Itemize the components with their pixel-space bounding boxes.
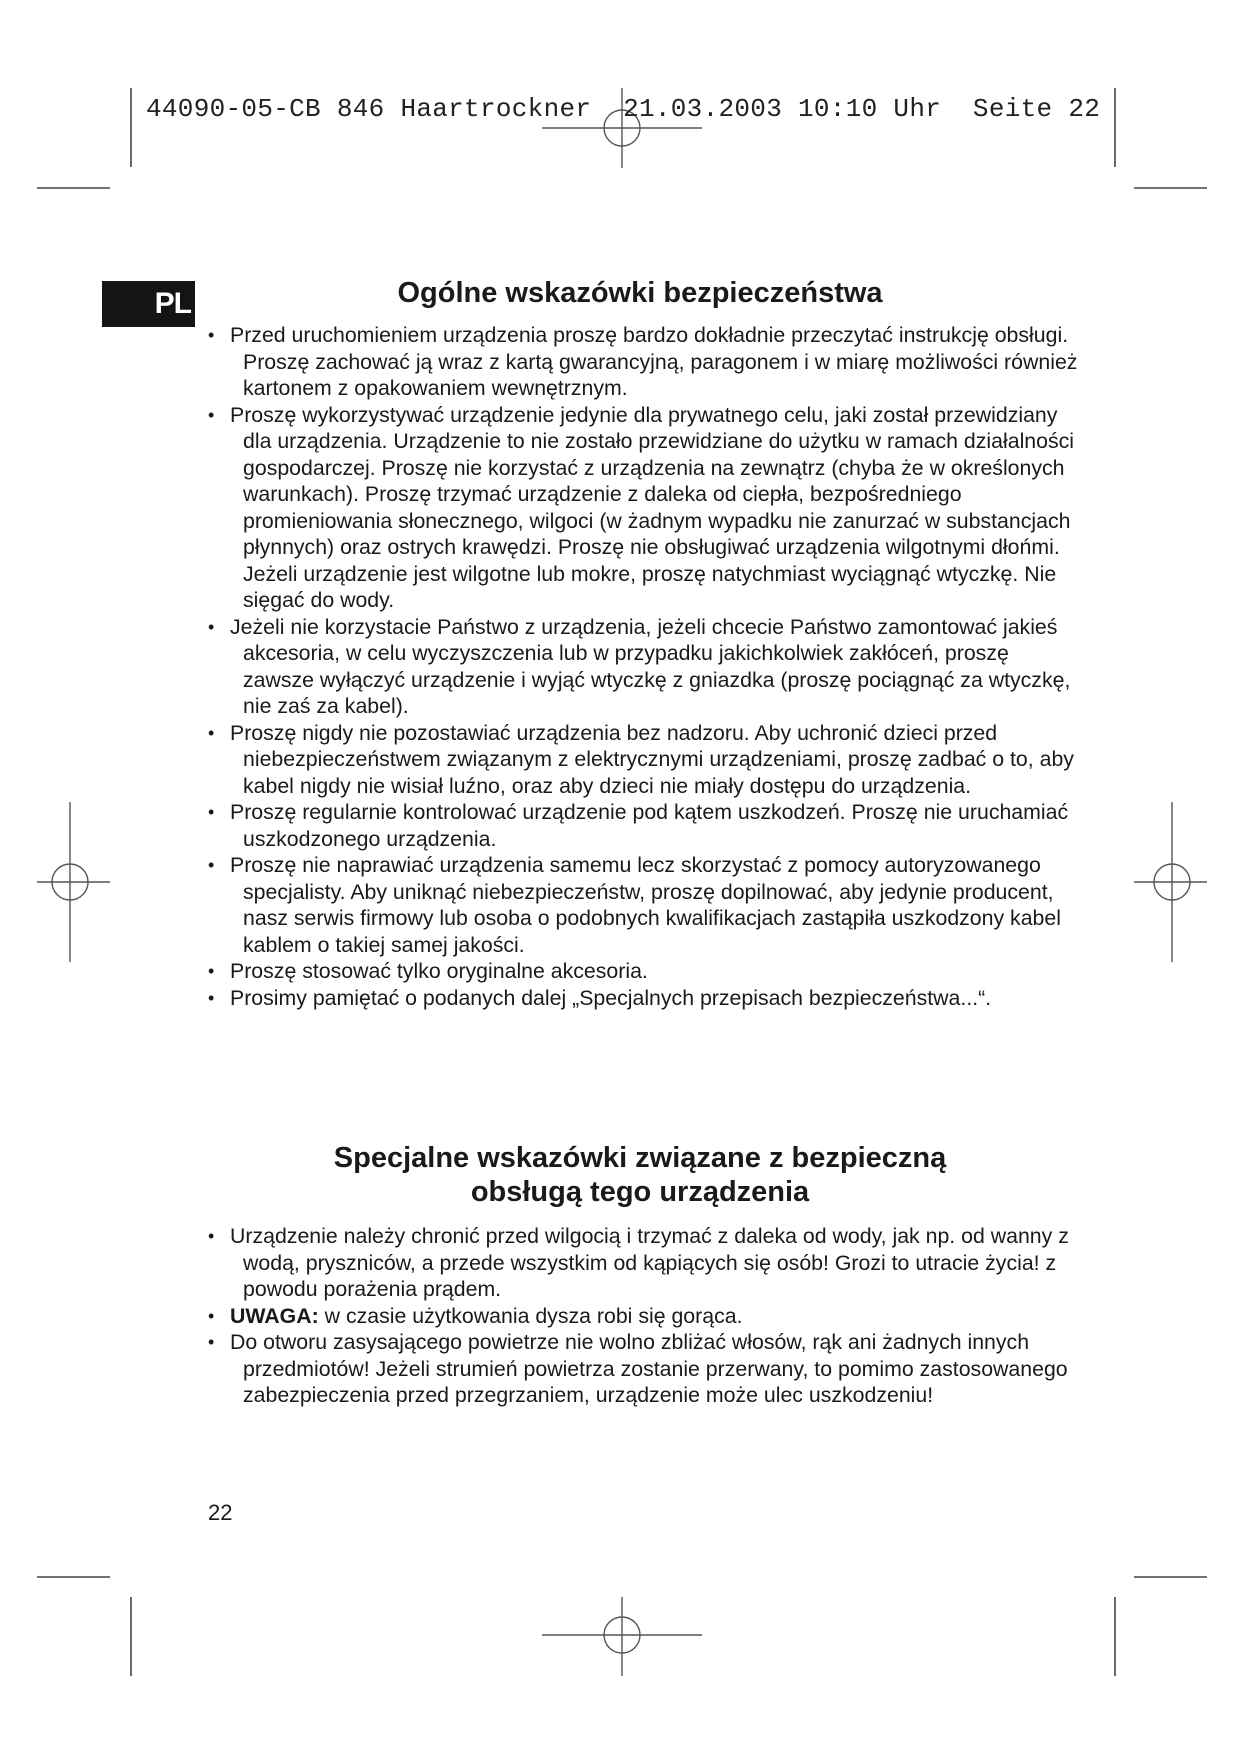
list-item: • Jeżeli nie korzystacie Państwo z urządzenia, jeżeli chcecie Państwo zamontować jakieś akcesoria, w celu wyczyszczenia lub w przypadku jakichkolwiek zakłóceń, proszę zawsze wyłączyć urządzenie i wyjąć wtyczkę z gniazdka (proszę pociągnąć za wtyczkę, nie zaś za kabel). <box>208 614 1078 720</box>
list-item: • Proszę wykorzystywać urządzenie jedynie dla prywatnego celu, jaki został przewidziany dla urządzenia. Urządzenie to nie zostało przewidziane do użytku w ramach działalności gospodarczej. Proszę nie korzystać z urządzenia na zewnątrz (chyba że w określonych warunkach). Proszę trzymać urządzenie z daleka od ciepła, bezpośredniego promieniowania słonecznego, wilgoci (w żadnym wypadku nie zanurzać w substancjach płynnych) oraz ostrych krawędzi. Proszę nie obsługiwać urządzenia wilgotnymi dłońmi. Jeżeli urządzenie jest wilgotne lub mokre, proszę natychmiast wyciągnąć wtyczkę. Nie sięgać do wody. <box>208 402 1078 614</box>
registration-target-bottom <box>542 1597 702 1676</box>
list-item: • Do otworu zasysającego powietrze nie wolno zbliżać włosów, rąk ani żadnych innych przedmiotów! Jeżeli strumień powietrza zostanie przerwany, to pomimo zastosowanego zabezpieczenia przed przegrzaniem, urządzenie może ulec uszkodzeniu! <box>208 1329 1078 1409</box>
print-header-slug: 44090-05-CB 846 Haartrockner 21.03.2003 10:10 Uhr Seite 22 <box>146 94 1101 124</box>
list-item: • Proszę stosować tylko oryginalne akcesoria. <box>208 958 1078 985</box>
list-item: • Urządzenie należy chronić przed wilgocią i trzymać z daleka od wody, jak np. od wanny z wodą, pryszniców, a przede wszystkim od kąpiących się osób! Grozi to utracie życia! z powodu porażenia prądem. <box>208 1223 1078 1303</box>
list-item-warning <box>208 1303 1078 1330</box>
section-title-line-2: obsługą tego urządzenia <box>470 1176 810 1208</box>
warning-text: w czasie użytkowania dysza robi się gorąca. <box>318 1303 743 1328</box>
list-item: • Proszę regularnie kontrolować urządzenie pod kątem uszkodzeń. Proszę nie uruchamiać uszkodzonego urządzenia. <box>208 799 1078 852</box>
warning-label: UWAGA: <box>230 1303 319 1328</box>
language-tab: PL <box>102 281 195 327</box>
list-item: • Proszę nigdy nie pozostawiać urządzenia bez nadzoru. Aby uchronić dzieci przed niebezpieczeństwem związanym z elektrycznymi urządzeniami, proszę zadbać o to, aby kabel nigdy nie wisiał luźno, oraz aby dzieci nie miały dostępu do urządzenia. <box>208 720 1078 800</box>
list-item: • Proszę nie naprawiać urządzenia samemu lecz skorzystać z pomocy autoryzowanego specjalisty. Aby uniknąć niebezpieczeństw, proszę dopilnować, aby jedynie producent, nasz serwis firmowy lub osoba o podobnych kwalifikacjach zastąpiła uszkodzony kabel kablem o takiej samej jakości. <box>208 852 1078 958</box>
special-safety-list <box>208 1223 1078 1409</box>
page-number: 22 <box>208 1500 233 1525</box>
section-title-general-safety: Ogólne wskazówki bezpieczeństwa <box>397 277 883 309</box>
registration-target-right <box>1134 802 1207 962</box>
general-safety-list <box>208 322 1078 1011</box>
section-title-special-safety <box>210 1141 1070 1209</box>
registration-target-left <box>37 802 110 962</box>
list-item: • Przed uruchomieniem urządzenia proszę bardzo dokładnie przeczytać instrukcję obsługi. Proszę zachować ją wraz z kartą gwarancyjną, paragonem i w miarę możliwości również kartonem z opakowaniem wewnętrznym. <box>208 322 1078 402</box>
section-title-line-1: Specjalne wskazówki związane z bezpieczną <box>333 1142 947 1174</box>
list-item: • Prosimy pamiętać o podanych dalej „Specjalnych przepisach bezpieczeństwa...“. <box>208 985 1078 1012</box>
